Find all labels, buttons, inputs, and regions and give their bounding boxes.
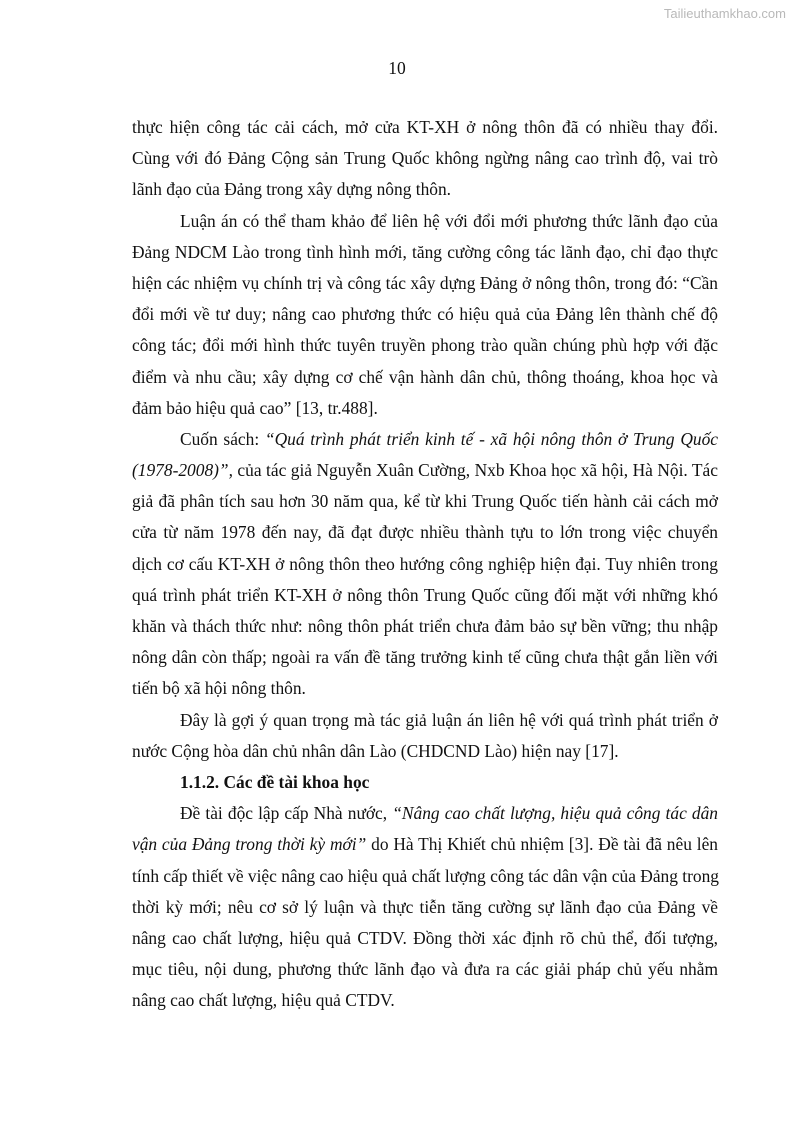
text-line — [132, 455, 718, 486]
text-line: nâng cao chất lượng, hiệu quả CTDV. — [132, 990, 395, 1011]
text-line: lãnh đạo của Đảng trong xây dựng nông thôn. — [132, 179, 452, 200]
text-line: thời kỳ mới; nêu cơ sở lý luận và thực tiễn tăng cường sự lãnh đạo của Đảng về — [132, 896, 718, 917]
text-line: nâng cao chất lượng, hiệu quả CTDV. Đồng thời xác định rõ chủ thể, đối tượng, — [132, 927, 718, 948]
book-title: “Quá trình phát triển kinh tế - xã hội nông thôn ở Trung Quốc — [264, 428, 718, 449]
paragraph-2 — [132, 206, 718, 424]
text-line: tiến bộ xã hội nông thôn. — [132, 678, 306, 699]
text-line: nông dân còn thấp; ngoài ra vấn đề tăng trưởng kinh tế cũng chưa thật gắn liền với — [132, 647, 718, 668]
paragraph-4 — [132, 705, 718, 767]
text-line: Đảng NDCM Lào trong tình hình mới, tăng cường công tác lãnh đạo, chỉ đạo thực — [132, 241, 718, 262]
text-span: Đề tài độc lập cấp Nhà nước, — [180, 803, 393, 824]
text-line — [132, 829, 718, 860]
text-line: Đây là gợi ý quan trọng mà tác giả luận án liên hệ với quá trình phát triển ở — [180, 709, 718, 730]
text-line — [132, 798, 718, 829]
text-span: do Hà Thị Khiết chủ nhiệm [3]. Đề tài đã nêu lên — [366, 834, 718, 855]
text-line: cửa từ năm 1978 đến nay, đã đạt được nhiều thành tựu to lớn trong việc chuyển — [132, 522, 718, 543]
text-line: khăn và thách thức như: nông thôn phát triển chưa đảm bảo sự bền vững; thu nhập — [132, 616, 718, 636]
paragraph-1 — [132, 112, 718, 206]
book-title: (1978-2008)”, — [132, 460, 233, 481]
text-line — [132, 424, 718, 455]
text-line: tính cấp thiết về việc nâng cao hiệu quả chất lượng công tác dân vận của Đảng trong — [132, 865, 719, 886]
page-number: 10 — [388, 58, 406, 78]
paragraph-3 — [132, 424, 718, 705]
text-line: công tác; đổi mới hình thức tuyên truyền phong trào quần chúng phù hợp với đặc — [132, 335, 718, 356]
text-line: nước Cộng hòa dân chủ nhân dân Lào (CHDCND Lào) hiện nay [17]. — [132, 740, 619, 761]
text-line: đảm bảo hiệu quả cao” [13, tr.488]. — [132, 397, 378, 418]
text-line: dịch cơ cấu KT-XH ở nông thôn theo hướng công nghiệp hiện đại. Tuy nhiên trong — [132, 553, 718, 574]
text-span: của tác giả Nguyễn Xuân Cường, Nxb Khoa học xã hội, Hà Nội. Tác — [232, 460, 718, 481]
section-heading: 1.1.2. Các đề tài khoa học — [180, 771, 370, 792]
paragraph-5 — [132, 798, 718, 1016]
text-line: Cùng với đó Đảng Cộng sản Trung Quốc không ngừng nâng cao trình độ, vai trò — [132, 148, 718, 169]
text-line: giả đã phân tích sau hơn 30 năm qua, kể từ khi Trung Quốc tiến hành cải cách mở — [132, 491, 718, 512]
text-span: Cuốn sách: — [180, 428, 265, 449]
project-title: “Nâng cao chất lượng, hiệu quả công tác dân — [392, 803, 718, 824]
text-line: hiện các nhiệm vụ chính trị và công tác xây dựng Đảng ở nông thôn, trong đó: “Cần — [132, 272, 718, 293]
watermark: Tailieuthamkhao.com — [663, 6, 786, 21]
text-line: Luận án có thể tham khảo để liên hệ với đổi mới phương thức lãnh đạo của — [180, 210, 718, 231]
text-line: quá trình phát triển KT-XH ở nông thôn Trung Quốc cũng đối mặt với những khó — [132, 584, 718, 605]
text-line: đổi mới về tư duy; nâng cao phương thức có hiệu quả của Đảng lên thành chế độ — [132, 304, 718, 325]
project-title: vận của Đảng trong thời kỳ mới” — [132, 834, 367, 855]
page-body — [132, 112, 718, 1016]
text-line: thực hiện công tác cải cách, mở cửa KT-XH ở nông thôn đã có nhiều thay đổi. — [132, 117, 718, 137]
text-line: điểm và nhu cầu; xây dựng cơ chế vận hành dân chủ, thông thoáng, khoa học và — [132, 366, 718, 387]
text-line: mục tiêu, nội dung, phương thức lãnh đạo và đưa ra các giải pháp chủ yếu nhằm — [132, 959, 718, 980]
